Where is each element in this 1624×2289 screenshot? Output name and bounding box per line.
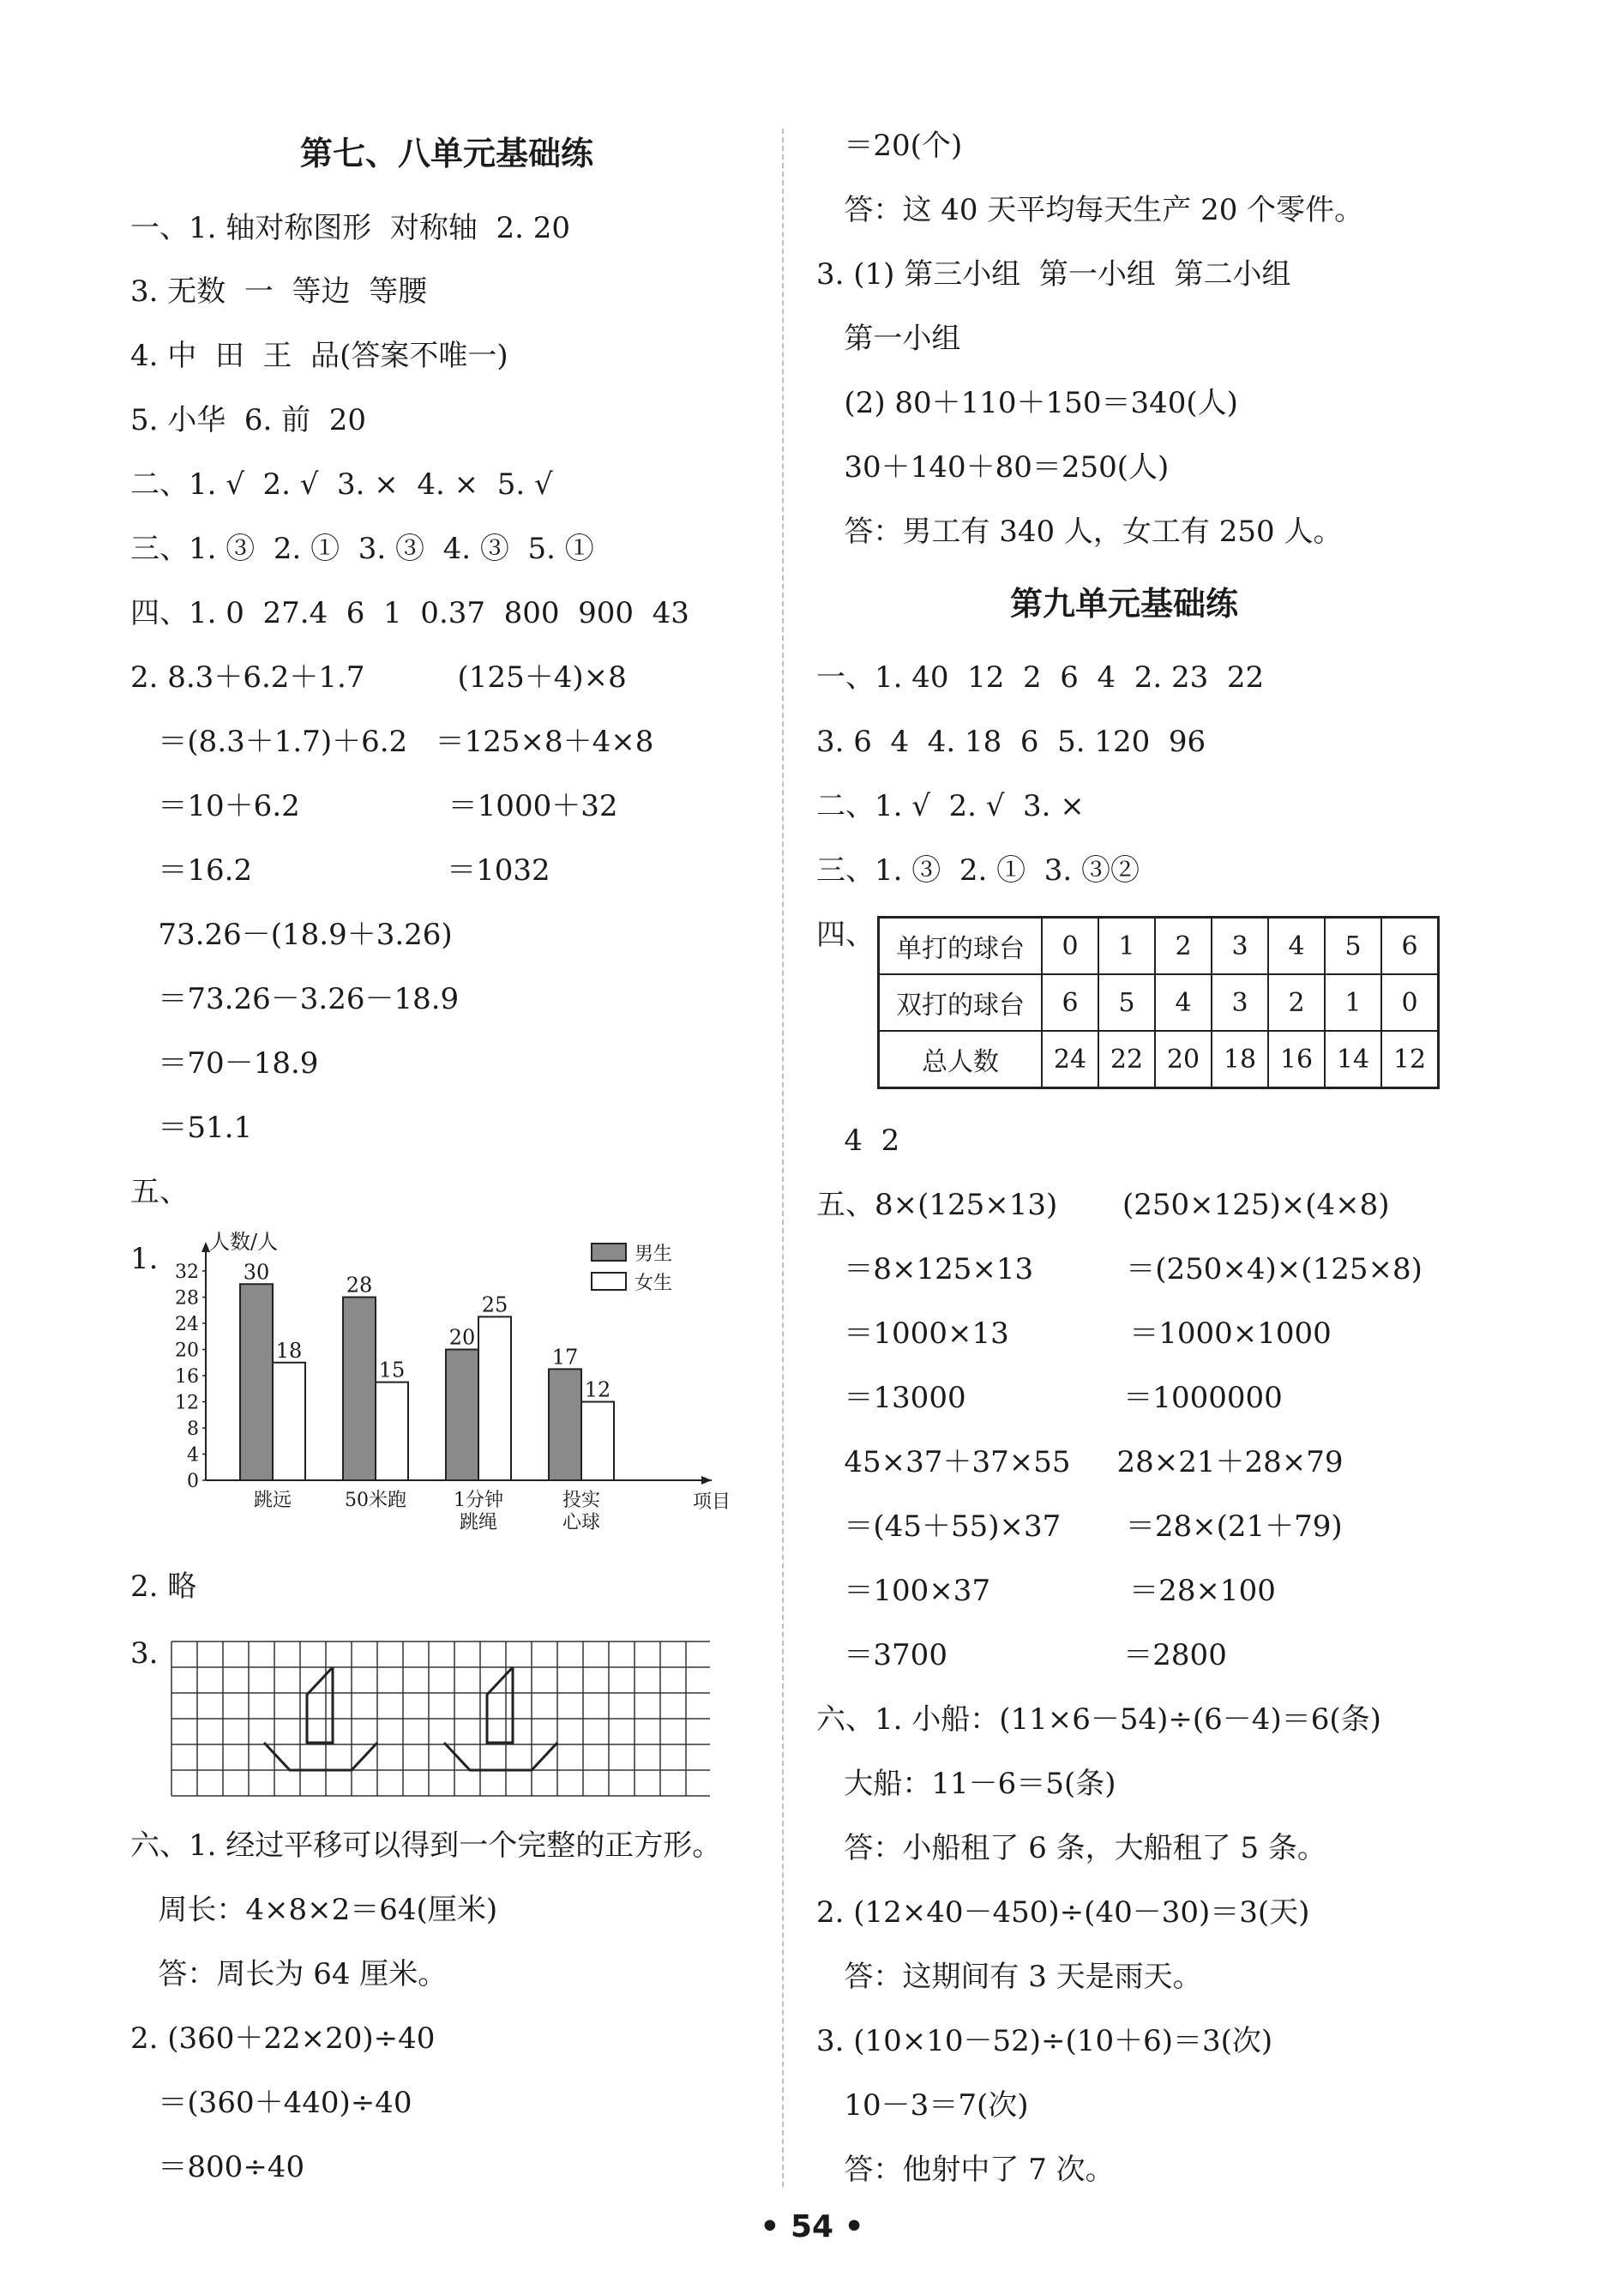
y-tick-label: 4 xyxy=(187,1444,199,1467)
answer-line: 答：周长为 64 厘米。 xyxy=(130,1957,448,1991)
row-header: 双打的球台 xyxy=(879,974,1043,1031)
data-label: 20 xyxy=(448,1325,476,1350)
table-cell: 0 xyxy=(1381,974,1439,1031)
answer-line: 10－3＝7(次) xyxy=(816,2088,1029,2123)
bar-boys xyxy=(240,1284,273,1480)
bar-boys xyxy=(446,1350,478,1481)
table-cell: 4 xyxy=(1268,918,1325,975)
table-cell: 12 xyxy=(1381,1031,1439,1088)
bar-boys xyxy=(343,1298,376,1481)
answer-line: ＝10＋6.2 ＝1000＋32 xyxy=(130,789,618,823)
table-cell: 20 xyxy=(1155,1031,1212,1088)
table-cell: 6 xyxy=(1381,918,1439,975)
answer-line: 73.26－(18.9＋3.26) xyxy=(130,918,453,952)
answer-line: 六、1. 经过平移可以得到一个完整的正方形。 xyxy=(130,1828,722,1863)
data-label: 12 xyxy=(584,1377,611,1402)
y-tick-label: 8 xyxy=(187,1419,199,1440)
table-item-label: 四、 xyxy=(816,918,875,952)
data-label: 30 xyxy=(243,1260,270,1285)
answer-line: ＝1000×13 ＝1000×1000 xyxy=(816,1316,1332,1351)
data-label: 18 xyxy=(275,1338,303,1363)
legend-swatch xyxy=(592,1244,626,1261)
answer-line: 三、1. ③ 2. ① 3. ③② xyxy=(816,853,1140,888)
answer-line: ＝16.2 ＝1032 xyxy=(130,853,550,888)
table-cell: 0 xyxy=(1042,918,1098,975)
table-cell: 2 xyxy=(1268,974,1325,1031)
answer-line: ＝73.26－3.26－18.9 xyxy=(130,982,460,1016)
answer-line: 4. 中 田 王 品(答案不唯一) xyxy=(130,339,508,373)
answer-line: 五、8×(125×13) (250×125)×(4×8) xyxy=(816,1188,1390,1222)
right-section-title: 第九单元基础练 xyxy=(1010,585,1239,623)
answer-line: 答：他射中了 7 次。 xyxy=(816,2153,1115,2187)
x-axis-arrow xyxy=(701,1476,712,1485)
answer-line: ＝20(个) xyxy=(816,129,963,163)
answer-line: 二、1. √ 2. √ 3. × xyxy=(816,789,1085,823)
y-tick-label: 32 xyxy=(175,1262,199,1283)
grid-item-label: 3. xyxy=(130,1636,159,1671)
page-number: • 54 • xyxy=(760,2209,864,2244)
table-cell: 24 xyxy=(1042,1031,1098,1088)
table-cell: 5 xyxy=(1098,974,1155,1031)
table-cell: 1 xyxy=(1325,974,1381,1031)
answer-line: 一、1. 40 12 2 6 4 2. 23 22 xyxy=(816,660,1265,695)
category-label: 跳远 xyxy=(253,1490,292,1511)
category-label: 50米跑 xyxy=(345,1490,406,1511)
answer-line: 二、1. √ 2. √ 3. × 4. × 5. √ xyxy=(130,467,553,502)
row-header: 总人数 xyxy=(879,1031,1043,1088)
table-cell: 16 xyxy=(1268,1031,1325,1088)
table-cell: 6 xyxy=(1042,974,1098,1031)
answer-line: ＝(360＋440)÷40 xyxy=(130,2086,412,2120)
answer-line: 3. (1) 第三小组 第一小组 第二小组 xyxy=(816,257,1291,292)
column-divider xyxy=(782,129,784,2187)
table-cell: 2 xyxy=(1155,918,1212,975)
answer-line: 2. 略 xyxy=(130,1569,197,1604)
answer-line: 周长：4×8×2＝64(厘米) xyxy=(130,1893,498,1927)
answer-line: 大船：11－6＝5(条) xyxy=(816,1767,1116,1801)
bar-girls xyxy=(478,1316,511,1480)
answer-line: 2. (360＋22×20)÷40 xyxy=(130,2021,436,2056)
answer-line: ＝3700 ＝2800 xyxy=(816,1638,1227,1672)
answer-line: 四、1. 0 27.4 6 1 0.37 800 900 43 xyxy=(130,596,689,630)
y-tick-label: 0 xyxy=(187,1471,199,1492)
y-tick-label: 12 xyxy=(175,1392,199,1414)
bar-girls xyxy=(376,1382,408,1480)
category-label: 投实 xyxy=(562,1490,601,1511)
answer-line: 3. 无数 一 等边 等腰 xyxy=(130,274,428,309)
legend-label: 男生 xyxy=(635,1244,673,1265)
bar-girls xyxy=(581,1402,614,1481)
table-row xyxy=(879,918,1439,975)
answer-line: ＝8×125×13 ＝(250×4)×(125×8) xyxy=(816,1252,1423,1286)
answer-line: 45×37＋37×55 28×21＋28×79 xyxy=(816,1445,1344,1479)
data-label: 15 xyxy=(378,1358,406,1382)
y-tick-label: 16 xyxy=(175,1366,199,1388)
table-cell: 14 xyxy=(1325,1031,1381,1088)
legend-label: 女生 xyxy=(635,1273,673,1294)
answer-line: ＝13000 ＝1000000 xyxy=(816,1381,1283,1415)
category-label: 心球 xyxy=(562,1512,601,1533)
answer-line: ＝70－18.9 xyxy=(130,1046,319,1081)
table-row xyxy=(879,974,1439,1031)
answer-line: (2) 80＋110＋150＝340(人) xyxy=(816,386,1238,420)
answer-line: 3. (10×10－52)÷(10＋6)＝3(次) xyxy=(816,2024,1273,2058)
answer-line: 答：男工有 340 人，女工有 250 人。 xyxy=(816,515,1343,549)
answer-line: 5. 小华 6. 前 20 xyxy=(130,403,366,437)
data-label: 17 xyxy=(551,1345,579,1370)
translation-grid xyxy=(170,1640,710,1803)
answer-line: ＝100×37 ＝28×100 xyxy=(816,1574,1276,1608)
answer-line: 2. (12×40－450)÷(40－30)＝3(天) xyxy=(816,1895,1310,1930)
chart-item-label: 1. xyxy=(130,1242,159,1276)
table-cell: 4 xyxy=(1155,974,1212,1031)
table-cell: 3 xyxy=(1212,918,1268,975)
y-tick-label: 24 xyxy=(175,1314,199,1335)
table-row xyxy=(879,1031,1439,1088)
answer-line: 30＋140＋80＝250(人) xyxy=(816,450,1170,485)
answer-line: 2. 8.3＋6.2＋1.7 (125＋4)×8 xyxy=(130,660,627,695)
category-label: 跳绳 xyxy=(459,1512,498,1533)
answer-line: 六、1. 小船：(11×6－54)÷(6－4)＝6(条) xyxy=(816,1702,1381,1737)
table-cell: 3 xyxy=(1212,974,1268,1031)
answer-line: 第一小组 xyxy=(816,322,961,356)
table-tennis-table xyxy=(877,916,1440,1089)
bar-girls xyxy=(273,1363,305,1480)
bar-boys xyxy=(549,1369,581,1480)
y-tick-label: 28 xyxy=(175,1287,199,1310)
answer-line: 三、1. ③ 2. ① 3. ③ 4. ③ 5. ① xyxy=(130,532,594,566)
table-cell: 18 xyxy=(1212,1031,1268,1088)
y-axis-label: 人数/人 xyxy=(209,1230,279,1254)
table-cell: 5 xyxy=(1325,918,1381,975)
answer-line: 答：这 40 天平均每天生产 20 个零件。 xyxy=(816,193,1364,227)
x-axis-label: 项目 xyxy=(693,1491,731,1513)
y-tick-label: 20 xyxy=(175,1340,199,1362)
table-cell: 1 xyxy=(1098,918,1155,975)
answer-line: 4 2 xyxy=(816,1123,900,1158)
answer-line: ＝(45＋55)×37 ＝28×(21＋79) xyxy=(816,1509,1343,1544)
answer-line: ＝800÷40 xyxy=(130,2150,305,2184)
category-label: 1分钟 xyxy=(454,1490,503,1511)
answer-line: 3. 6 4 4. 18 6 5. 120 96 xyxy=(816,725,1206,759)
answer-line: 答：小船租了 6 条，大船租了 5 条。 xyxy=(816,1831,1326,1865)
answer-line: 一、1. 轴对称图形 对称轴 2. 20 xyxy=(130,211,570,245)
row-header: 单打的球台 xyxy=(879,918,1043,975)
table-cell: 22 xyxy=(1098,1031,1155,1088)
answer-line: ＝(8.3＋1.7)＋6.2 ＝125×8＋4×8 xyxy=(130,725,654,759)
answer-line: ＝51.1 xyxy=(130,1111,253,1145)
legend-swatch xyxy=(592,1273,626,1290)
data-label: 25 xyxy=(481,1292,508,1317)
left-section-title: 第七、八单元基础练 xyxy=(300,135,594,172)
bar-chart xyxy=(163,1226,746,1535)
answer-line: 五、 xyxy=(130,1175,189,1209)
answer-line: 答：这期间有 3 天是雨天。 xyxy=(816,1960,1202,1994)
data-label: 28 xyxy=(346,1273,373,1298)
